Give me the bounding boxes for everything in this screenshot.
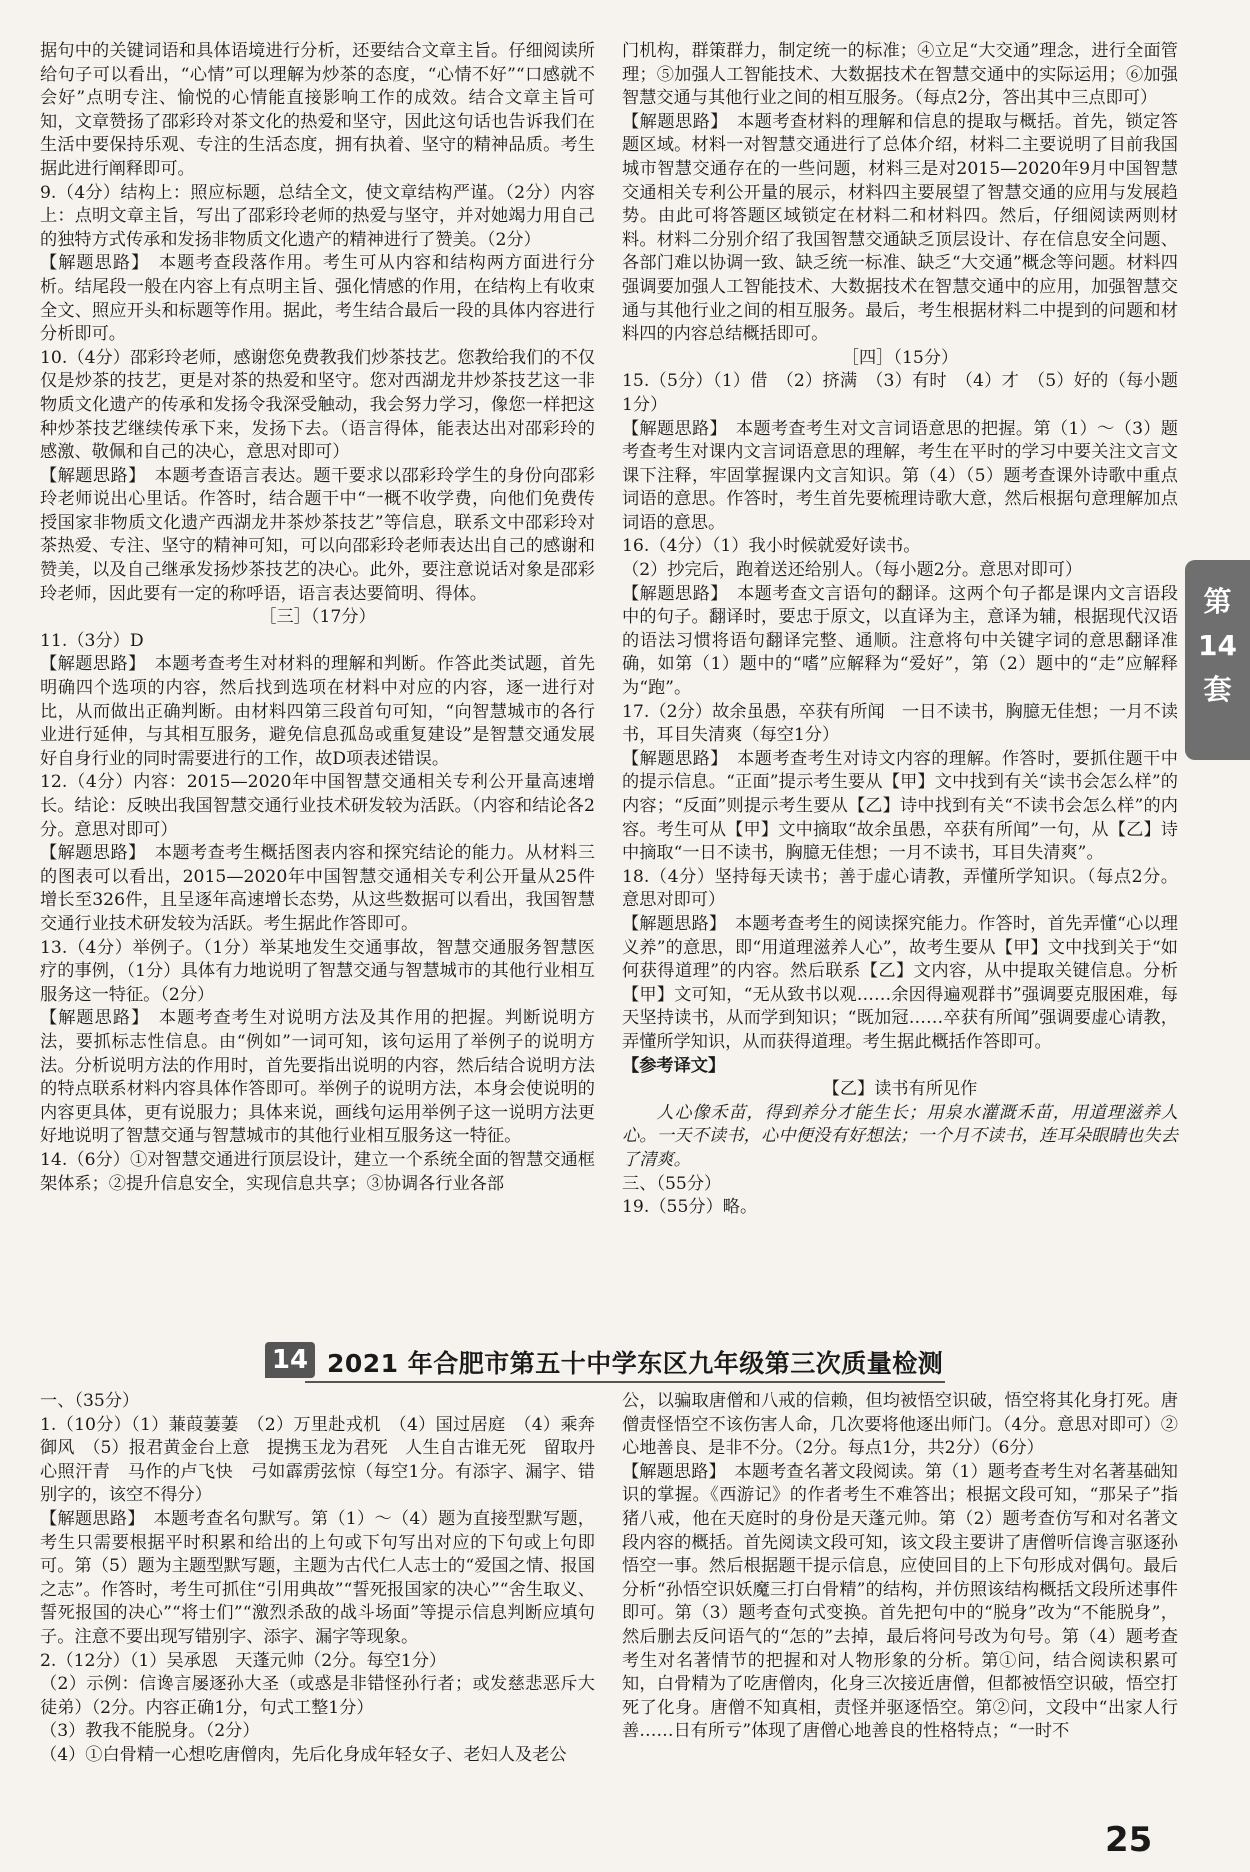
set-number-badge: 14 xyxy=(265,1342,315,1378)
answer-13: 13.（4分）举例子。（1分）举某地发生交通事故，智慧交通服务智慧医疗的事例，（1分）具体有力地说明了智慧交通与智慧城市的其他行业相互服务这一特征。（2分） xyxy=(40,937,595,1005)
text-paragraph: 据句中的关键词语和具体语境进行分析，还要结合文章主旨。仔细阅读所给句子可以看出，“心情”可以理解为炒茶的态度，“心情不好”“口感就不会好”点明专注、愉悦的心情能直接影响工作的成效。结合文章主旨可知，文章赞扬了邵彩玲对茶文化的热爱和坚守，因此这句话也告诉我们在生活中要保持乐观、专注的生活态度，拥有执着、坚守的精神品质。考生据此进行阐释即可。 xyxy=(40,41,595,179)
answer-2-part-4: （4）①白骨精一心想吃唐僧肉，先后化身成年轻女子、老妇人及老公 xyxy=(40,1744,567,1765)
side-tab-number: 14 xyxy=(1198,629,1237,662)
translation-title: 【乙】读书有所见作 xyxy=(822,1079,978,1100)
bottom-right-column xyxy=(622,1390,1178,1744)
solution-hint-1: 【解题思路】 本题考查名句默写。第（1）～（4）题为直接型默写题，考生只需要根据平时积累和给出的上句或下句写出对应的下句或上句即可。第（5）题为主题型默写题，主题为古代仁人志士的“爱国之情、报国之志”。作答时，考生可抓住“引用典故”“誓死报国家的决心”“舍生取义、誓死报国的决心”“将士们”“激烈杀敌的战斗场面”等提示信息判断应填句子。注意不要出现写错别字、添字、漏字等现象。 xyxy=(40,1508,595,1647)
section-heading-part-1: 一、（35分） xyxy=(40,1391,140,1411)
solution-hint-17: 【解题思路】 本题考查考生对诗文内容的理解。作答时，要抓住题干中的提示信息。“正面”提示考生要从【甲】文中找到有关“读书会怎么样”的内容；“反面”则提示考生要从【乙】诗中找到有关“不读书会怎么样”的内容。考生可从【甲】文中摘取“故余虽愚，卒获有所闻”一句，从【乙】诗中摘取“一日不读书，胸臆无佳想；一月不读书，耳目失清爽”。 xyxy=(622,748,1178,864)
answer-16: 16.（4分）（1）我小时候就爱好读书。 xyxy=(622,536,921,557)
solution-hint-9: 【解题思路】 本题考查段落作用。考生可从内容和结构两方面进行分析。结尾段一般在内容上有点明主旨、强化情感的作用，在结构上有收束全文、照应开头和标题等作用。据此，考生结合最后一段的具体内容进行分析即可。 xyxy=(40,253,595,345)
answer-2-part-2: （2）示例：信谗言屡逐孙大圣（或惑是非错怪孙行者；或发慈悲恶斥大徒弟）（2分。内容正确1分，句式工整1分） xyxy=(40,1674,595,1718)
exam-title-banner xyxy=(265,1342,945,1382)
top-left-column xyxy=(40,40,595,1196)
solution-hint-15: 【解题思路】 本题考查考生对文言词语意思的把握。第（1）～（3）题考查考生对课内文言词语意思的理解，考生在平时的学习中要关注文言文课下注释，牢固掌握课内文言知识。第（4）（5）题考查课外诗歌中重点词语的意思。作答时，考生首先要梳理诗歌大意，然后根据句意理解加点词语的意思。 xyxy=(622,418,1178,533)
title-underline xyxy=(305,1381,945,1383)
answer-16-part-2: （2）抄完后，跑着送还给别人。（每小题2分。意思对即可） xyxy=(622,560,1083,581)
page-number: 25 xyxy=(1105,1820,1153,1860)
solution-hint-2: 【解题思路】 本题考查名著文段阅读。第（1）题考查考生对名著基础知识的掌握。《西游记》的作者考生不难答出；根据文段可知，“那呆子”指猪八戒，他在天庭时的身份是天蓬元帅。第（2）题考查仿写和对名著文段内容的概括。首先阅读文段可知，该文段主要讲了唐僧听信谗言驱逐孙悟空一事。然后根据题干提示信息，应使回目的上下句形成对偶句。最后分析“孙悟空识妖魔三打白骨精”的结构，并仿照该结构概括文段所述事件即可。第（3）题考查句式变换。首先把句中的“脱身”改为“不能脱身”，然后删去反问语气的“怎的”去掉，最后将问号改为句号。第（4）题考查考生对名著情节的把握和对人物形象的分析。第①问，结合阅读积累可知，白骨精为了吃唐僧肉，化身三次接近唐僧，但都被悟空识破，悟空打死了化身。唐僧不知真相，责怪并驱逐悟空。第②问，文段中“出家人行善……日有所亏”体现了唐僧心地善良的性格特点；“一时不 xyxy=(622,1461,1178,1742)
solution-hint-14: 【解题思路】 本题考查材料的理解和信息的提取与概括。首先，锁定答题区域。材料一对智慧交通进行了总体介绍，材料二主要说明了目前我国城市智慧交通存在的一些问题，材料三是对2015—2020年9月中国智慧交通相关专利公开量的展示，材料四主要展望了智慧交通的应用与发展趋势。由此可将答题区域锁定在材料二和材料四。然后，仔细阅读两则材料。材料二分别介绍了我国智慧交通缺乏顶层设计、存在信息安全问题、各部门难以协调一致、缺乏统一标准、缺乏“大交通”概念等问题。材料四强调要加强人工智能技术、大数据技术在智慧交通中的应用，加强智慧交通与其他行业之间的相互服务。最后，考生根据材料二中提到的问题和材料四的内容总结概括即可。 xyxy=(622,111,1178,345)
answer-2-part-3: （3）教我不能脱身。（2分） xyxy=(40,1721,260,1742)
answer-14: 14.（6分）①对智慧交通进行顶层设计，建立一个系统全面的智慧交通框架体系；②提升信息安全，实现信息共享；③协调各行业各部 xyxy=(40,1149,595,1194)
bottom-left-column xyxy=(40,1390,595,1768)
top-right-column xyxy=(622,40,1178,1220)
solution-hint-10: 【解题思路】 本题考查语言表达。题干要求以邵彩玲学生的身份向邵彩玲老师说出心里话。作答时，结合题干中“一概不收学费，向他们免费传授国家非物质文化遗产西湖龙井茶炒茶技艺”等信息，联系文中邵彩玲对茶热爱、专注、坚守的精神可知，可以向邵彩玲老师表达出自己的感谢和赞美，以及自己继承发扬炒茶技艺的决心。此外，要注意说话对象是邵彩玲老师，因此要有一定的称呼语，语言表达要简明、得体。 xyxy=(40,465,595,604)
answer-12: 12.（4分）内容：2015—2020年中国智慧交通相关专利公开量高速增长。结论：反映出我国智慧交通行业技术研发较为活跃。（内容和结论各2分。意思对即可） xyxy=(40,772,595,840)
solution-hint-11: 【解题思路】 本题考查考生对材料的理解和判断。作答此类试题，首先明确四个选项的内容，然后找到选项在材料中对应的内容，逐一进行对比，从而做出正确判断。由材料四第三段首句可知，“向智慧城市的各行业进行延伸，与其相互服务，避免信息孤岛或重复建设”是智慧交通发展好自身行业的同时需要进行的工作，故D项表述错误。 xyxy=(40,654,595,769)
translation-text: 人心像禾苗，得到养分才能生长；用泉水灌溉禾苗，用道理滋养人心。一天不读书，心中便没有好想法；一个月不读书，连耳朵眼睛也失去了清爽。 xyxy=(622,1102,1178,1170)
answer-1: 1.（10分）（1）蒹葭萋萋 （2）万里赴戎机 （4）国过居庭 （4）乘奔御风 （5）报君黄金台上意 提携玉龙为君死 人生自古谁无死 留取丹心照汗青 马作的卢飞快 弓如霹雳弦惊（每空1分。有添字、漏字、错别字的，该空不得分） xyxy=(40,1414,595,1506)
answer-11: 11.（3分）D xyxy=(40,630,144,651)
solution-hint-18: 【解题思路】 本题考查考生的阅读探究能力。作答时，首先弄懂“心以理义养”的意思，即“用道理滋养人心”，故考生要从【甲】文中找到关于“如何获得道理”的内容。然后联系【乙】文内容，从中提取关键信息。分析【甲】文可知，“无从致书以观……余因得遍观群书”强调要克服困难，每天坚持读书，从而学到知识；“既加冠……卒获有所闻”强调要虚心请教，弄懂所学知识，从而获得道理。考生据此概括作答即可。 xyxy=(622,913,1178,1052)
set-side-tab xyxy=(1185,560,1250,760)
side-tab-char-1: 第 xyxy=(1203,585,1232,618)
solution-hint-13: 【解题思路】 本题考查考生对说明方法及其作用的把握。判断说明方法，要抓标志性信息。由“例如”一词可知，该句运用了举例子的说明方法。分析说明方法的作用时，首先要指出说明的内容，然后结合说明方法的特点联系材料内容具体作答即可。举例子的说明方法，本身会使说明的内容更具体，更有说服力；具体来说，画线句运用举例子这一说明方法更好地说明了智慧交通与智慧城市的其他行业相互服务这一特征。 xyxy=(40,1008,595,1147)
answer-2: 2.（12分）（1）吴承恩 天蓬元帅（2分。每空1分） xyxy=(40,1650,447,1671)
section-heading-part-3: 三、（55分） xyxy=(622,1173,722,1194)
answer-15: 15.（5分）（1）借 （2）挤满 （3）有时 （4）才 （5）好的（每小题1分） xyxy=(622,371,1178,415)
answer-10: 10.（4分）邵彩玲老师，感谢您免费教我们炒茶技艺。您教给我们的不仅仅是炒茶的技艺，更是对茶的热爱和坚守。您对西湖龙井炒茶技艺这一非物质文化遗产的传承和发扬令我深受触动，我会努力学习，像您一样把这种炒茶技艺继续传承下来，发扬下去。（语言得体，能表达出对邵彩玲的感激、敬佩和自己的决心，意思对即可） xyxy=(40,347,595,463)
solution-hint-12: 【解题思路】 本题考查考生概括图表内容和探究结论的能力。从材料三的图表可以看出，2015—2020年中国智慧交通相关专利公开量从25件增长至326件，且呈逐年高速增长态势，从这些数据可以看出，我国智慧交通行业技术研发较为活跃。考生据此作答即可。 xyxy=(40,843,595,934)
answer-18: 18.（4分）坚持每天读书；善于虚心请教，弄懂所学知识。（每点2分。意思对即可） xyxy=(622,866,1178,911)
answer-14-continued: 门机构，群策群力，制定统一的标准；④立足“大交通”理念，进行全面管理；⑤加强人工智能技术、大数据技术在智慧交通中的实际运用；⑥加强智慧交通与其他行业之间的相互服务。（每点2分，答出其中三点即可） xyxy=(622,41,1178,109)
answer-2-continued: 公，以骗取唐僧和八戒的信赖，但均被悟空识破，悟空将其化身打死。唐僧责怪悟空不该伤害人命，几次要将他逐出师门。（4分。意思对即可）②心地善良、是非不分。（2分。每点1分，共2分）（6分） xyxy=(622,1391,1178,1459)
side-tab-char-2: 套 xyxy=(1203,673,1232,706)
section-heading-4: ［四］（15分） xyxy=(841,347,959,368)
solution-hint-16: 【解题思路】 本题考查文言语句的翻译。这两个句子都是课内文言语段中的句子。翻译时，要忠于原文，以直译为主，意译为辅，根据现代汉语的语法习惯将语句翻译完整、通顺。注意将句中关键字词的意思翻译准确，如第（1）题中的“嗜”应解释为“爱好”，第（2）题中的“走”应解释为“跑”。 xyxy=(622,583,1178,699)
section-heading-3: ［三］（17分） xyxy=(259,607,376,628)
answer-17: 17.（2分）故余虽愚，卒获有所闻 一日不读书，胸臆无佳想；一月不读书，耳目失清爽（每空1分） xyxy=(622,701,1178,746)
answer-19: 19.（55分）略。 xyxy=(622,1197,758,1218)
exam-title: 2021 年合肥市第五十中学东区九年级第三次质量检测 xyxy=(327,1349,944,1378)
answer-9: 9.（4分）结构上：照应标题，总结全文，使文章结构严谨。（2分）内容上：点明文章主旨，写出了邵彩玲老师的热爱与坚守，并对她竭力用自己的独特方式传承和发扬非物质文化遗产的精神进行了赞美。（2分） xyxy=(40,182,595,250)
reference-translation-label: 【参考译文】 xyxy=(622,1055,726,1076)
